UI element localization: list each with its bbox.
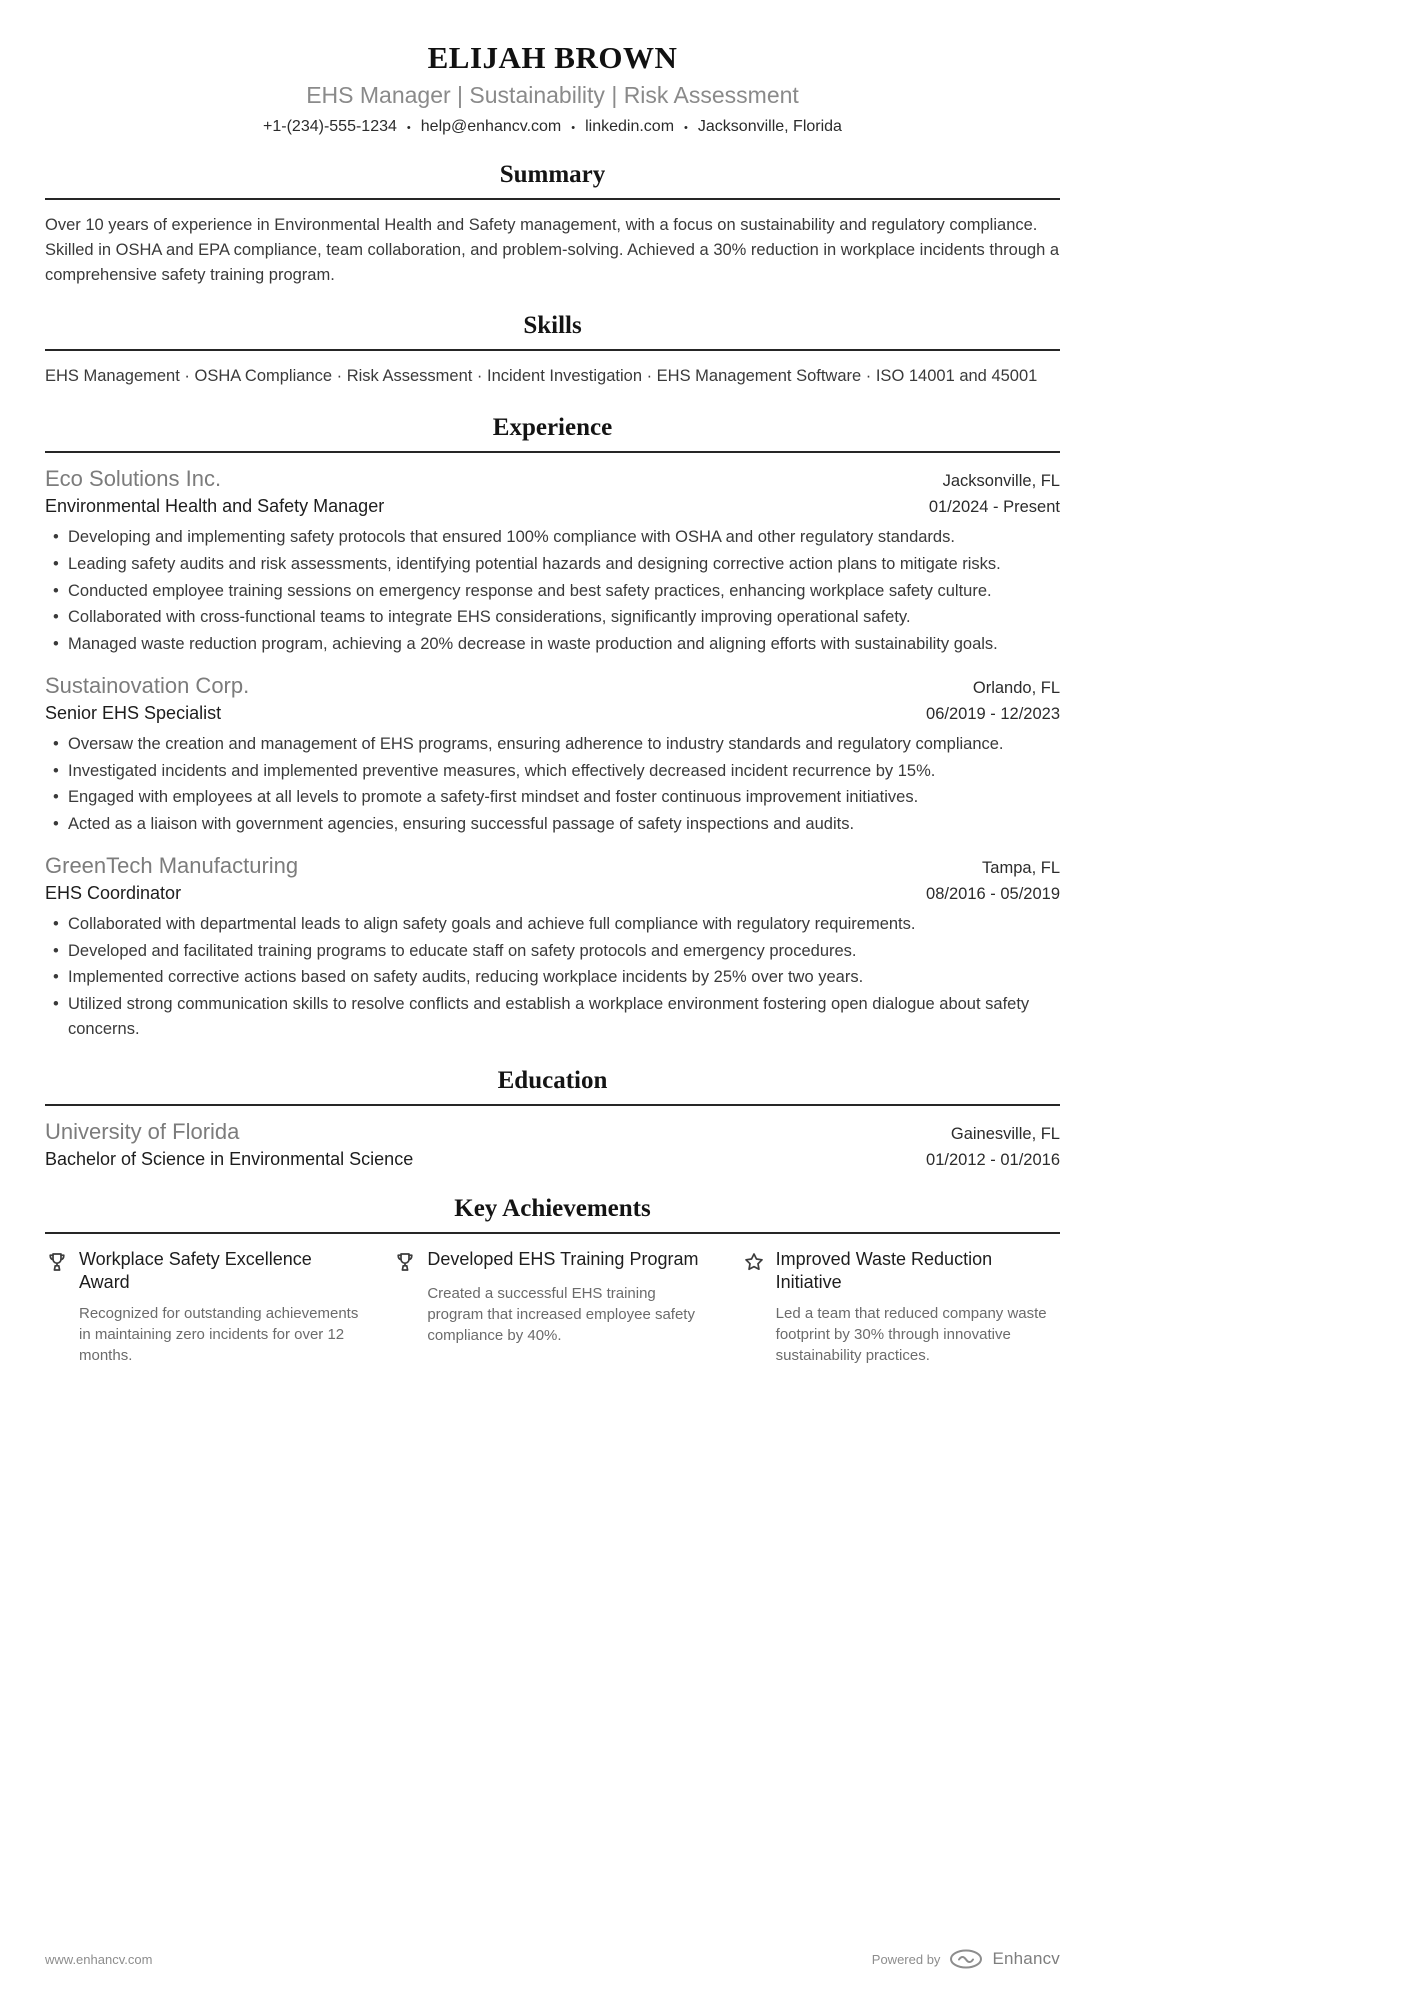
resume-header	[45, 40, 1060, 136]
achievement-card	[742, 1248, 1060, 1367]
bullet-item: • Implemented corrective actions based on safety audits, reducing workplace incidents by 25% over two years.	[45, 965, 1060, 990]
company-name: Sustainovation Corp.	[45, 672, 250, 698]
bullet-list	[45, 525, 1060, 657]
trophy-icon	[393, 1250, 417, 1274]
powered-by-label: Powered by	[871, 1951, 941, 1967]
contact-email[interactable]: help@enhancv.com	[420, 118, 562, 135]
bullet-separator-icon	[684, 118, 688, 136]
section-divider	[45, 451, 1060, 453]
summary-heading: Summary	[499, 161, 606, 188]
education-dates: 01/2012 - 01/2016	[926, 1150, 1060, 1169]
enhancv-logo-icon	[949, 1949, 983, 1969]
skills-heading: Skills	[523, 312, 582, 340]
job-title: Senior EHS Specialist	[45, 702, 222, 723]
footer-website[interactable]: www.enhancv.com	[45, 1951, 153, 1967]
candidate-name: ELIJAH BROWN	[427, 40, 678, 75]
trophy-icon	[45, 1250, 69, 1274]
achievement-title: Developed EHS Training Program	[427, 1248, 699, 1269]
achievement-title: Workplace Safety Excellence Award	[79, 1248, 312, 1292]
bullet-item: • Conducted employee training sessions on emergency response and best safety practices, enhancing workplace safety culture.	[45, 579, 1060, 604]
school-name: University of Florida	[45, 1118, 240, 1144]
job-title: Environmental Health and Safety Manager	[45, 496, 385, 516]
achievement-card	[45, 1248, 363, 1367]
section-divider	[45, 198, 1060, 200]
brand-name: Enhancv	[992, 1949, 1060, 1968]
bullet-item: • Collaborated with cross-functional teams to integrate EHS considerations, significantly improving operational safety.	[45, 605, 1060, 630]
contact-location: Jacksonville, Florida	[697, 118, 842, 135]
company-location: Tampa, FL	[982, 858, 1060, 877]
company-name: Eco Solutions Inc.	[45, 466, 222, 491]
bullet-item: • Leading safety audits and risk assessments, identifying potential hazards and designing corrective action plans to mitigate risks.	[45, 552, 1060, 577]
education-heading: Education	[497, 1066, 608, 1094]
experience-entry	[45, 673, 1060, 837]
experience-heading: Experience	[492, 414, 613, 441]
section-experience	[45, 414, 1060, 1042]
bullet-item: • Managed waste reduction program, achieving a 20% decrease in waste production and aligning efforts with sustainability goals.	[45, 632, 1060, 657]
contact-line	[45, 118, 1060, 136]
experience-entry	[45, 466, 1060, 657]
section-divider	[45, 1104, 1060, 1106]
contact-phone: +1-(234)-555-1234	[263, 118, 397, 135]
bullet-item: • Developing and implementing safety protocols that ensured 100% compliance with OSHA and other regulatory standards.	[45, 525, 1060, 550]
job-dates: 06/2019 - 12/2023	[926, 704, 1060, 723]
achievement-title: Improved Waste Reduction Initiative	[775, 1248, 993, 1292]
candidate-headline: EHS Manager | Sustainability | Risk Assessment	[306, 82, 799, 108]
degree-title: Bachelor of Science in Environmental Science	[45, 1148, 414, 1169]
achievement-description: Led a team that reduced company waste footprint by 30% through innovative sustainability practices.	[775, 1305, 1047, 1365]
bullet-item: • Acted as a liaison with government agencies, ensuring successful passage of safety inspections and audits.	[45, 812, 1060, 837]
education-entry	[45, 1119, 1060, 1170]
star-icon	[742, 1250, 766, 1274]
bullet-separator-icon	[571, 118, 575, 136]
company-location: Jacksonville, FL	[942, 472, 1060, 490]
bullet-item: • Oversaw the creation and management of EHS programs, ensuring adherence to industry standards and regulatory compliance.	[45, 732, 1060, 757]
achievement-card	[393, 1248, 711, 1367]
achievement-description: Created a successful EHS training program that increased employee safety compliance by 40%.	[427, 1284, 695, 1344]
bullet-item: • Utilized strong communication skills to resolve conflicts and establish a workplace environment fostering open dialogue about safety concerns.	[45, 992, 1060, 1042]
experience-entry	[45, 853, 1060, 1042]
bullet-list	[45, 732, 1060, 837]
job-dates: 01/2024 - Present	[928, 498, 1060, 516]
company-location: Orlando, FL	[972, 678, 1060, 697]
summary-text: Over 10 years of experience in Environmental Health and Safety management, with a focus on sustainability and regulatory compliance. Skilled in OSHA and EPA compliance, team collaboration, and problem-solving. Achieved a 30% reduction in workplace incidents through a comprehensive safety training program.	[45, 216, 1060, 284]
achievement-description: Recognized for outstanding achievements in maintaining zero incidents for over 12 months.	[79, 1305, 359, 1365]
job-title: EHS Coordinator	[45, 882, 182, 903]
bullet-item: • Collaborated with departmental leads to align safety goals and achieve full compliance with regulatory requirements.	[45, 912, 1060, 937]
bullet-item: • Engaged with employees at all levels to promote a safety-first mindset and foster continuous improvement initiatives.	[45, 785, 1060, 810]
section-education	[45, 1067, 1060, 1170]
page-footer	[45, 1949, 1060, 1969]
bullet-separator-icon	[407, 118, 411, 136]
bullet-item: • Developed and facilitated training programs to educate staff on safety protocols and emergency procedures.	[45, 939, 1060, 964]
footer-branding[interactable]	[872, 1949, 1060, 1969]
section-skills	[45, 312, 1060, 389]
section-divider	[45, 1232, 1060, 1234]
bullet-item: • Investigated incidents and implemented preventive measures, which effectively decreased incident recurrence by 15%.	[45, 759, 1060, 784]
job-dates: 08/2016 - 05/2019	[926, 884, 1060, 903]
section-divider	[45, 349, 1060, 351]
section-summary	[45, 161, 1060, 287]
contact-linkedin[interactable]: linkedin.com	[585, 118, 675, 135]
section-achievements	[45, 1195, 1060, 1367]
bullet-list	[45, 912, 1060, 1042]
school-location: Gainesville, FL	[950, 1124, 1060, 1143]
achievements-heading: Key Achievements	[454, 1194, 651, 1222]
company-name: GreenTech Manufacturing	[45, 852, 299, 878]
skills-list: EHS Management · OSHA Compliance · Risk Assessment · Incident Investigation · EHS Management Software · ISO 14001 and 45001	[45, 367, 1038, 386]
